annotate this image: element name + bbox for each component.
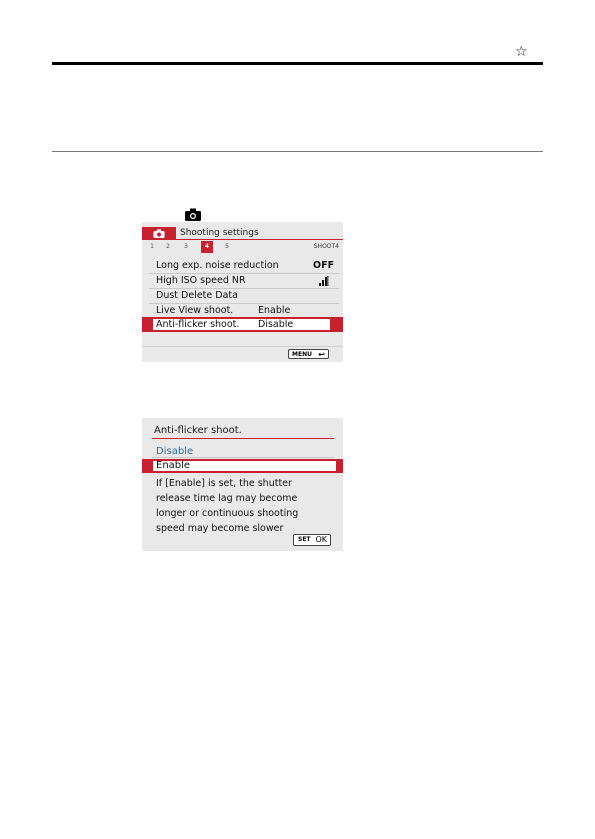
menu-item-value: OFF bbox=[313, 260, 335, 271]
tab-label: SHOOT4 bbox=[313, 243, 339, 250]
tab-1[interactable]: 1 bbox=[150, 243, 154, 250]
option-enable-selected[interactable] bbox=[142, 459, 343, 473]
menu-item-long-exp-nr[interactable] bbox=[149, 259, 339, 274]
title-underline bbox=[152, 438, 334, 439]
menu-item-value: Disable bbox=[258, 319, 294, 330]
header-rule bbox=[52, 62, 543, 65]
set-label: SET bbox=[298, 536, 311, 543]
tab-3[interactable]: 3 bbox=[184, 243, 188, 250]
help-line: release time lag may become bbox=[156, 493, 298, 504]
ok-label: OK bbox=[315, 535, 327, 544]
tab-4[interactable]: 4 bbox=[201, 241, 213, 253]
tab-2[interactable]: 2 bbox=[166, 243, 170, 250]
help-line: speed may become slower bbox=[156, 523, 284, 534]
menu-item-dust-delete[interactable] bbox=[149, 289, 339, 304]
menu-item-label: Long exp. noise reduction bbox=[156, 260, 279, 271]
nr-level-icon bbox=[319, 276, 329, 286]
menu-title: Shooting settings bbox=[180, 228, 259, 238]
menu-item-anti-flicker[interactable] bbox=[142, 317, 343, 332]
return-icon: ↩ bbox=[318, 350, 325, 359]
option-enable: Enable bbox=[152, 460, 337, 472]
camera-icon bbox=[153, 229, 165, 238]
menu-item-high-iso-nr[interactable] bbox=[149, 274, 339, 289]
star-icon: ☆ bbox=[515, 44, 528, 60]
menu-item-label: Live View shoot. bbox=[156, 305, 234, 316]
camera-icon bbox=[185, 208, 201, 221]
tab-5[interactable]: 5 bbox=[225, 243, 229, 250]
menu-item-label: Dust Delete Data bbox=[156, 290, 238, 301]
menu-item-label: Anti-flicker shoot. bbox=[156, 319, 240, 330]
option-disable[interactable]: Disable bbox=[152, 445, 334, 458]
setting-title: Anti-flicker shoot. bbox=[154, 425, 242, 436]
anti-flicker-screen bbox=[142, 418, 343, 551]
menu-item-value: Enable bbox=[258, 305, 291, 316]
menu-label: MENU bbox=[292, 351, 312, 358]
help-line: If [Enable] is set, the shutter bbox=[156, 478, 292, 489]
help-line: longer or continuous shooting bbox=[156, 508, 299, 519]
help-text bbox=[156, 476, 336, 536]
header-underline bbox=[142, 239, 343, 240]
section-divider bbox=[52, 151, 543, 152]
footer-divider bbox=[142, 346, 343, 347]
menu-item-label: High ISO speed NR bbox=[156, 275, 246, 286]
set-ok-button[interactable] bbox=[293, 534, 331, 546]
menu-return-button[interactable] bbox=[288, 349, 329, 359]
shooting-settings-screen bbox=[142, 222, 343, 362]
tab-numbers bbox=[142, 241, 343, 253]
